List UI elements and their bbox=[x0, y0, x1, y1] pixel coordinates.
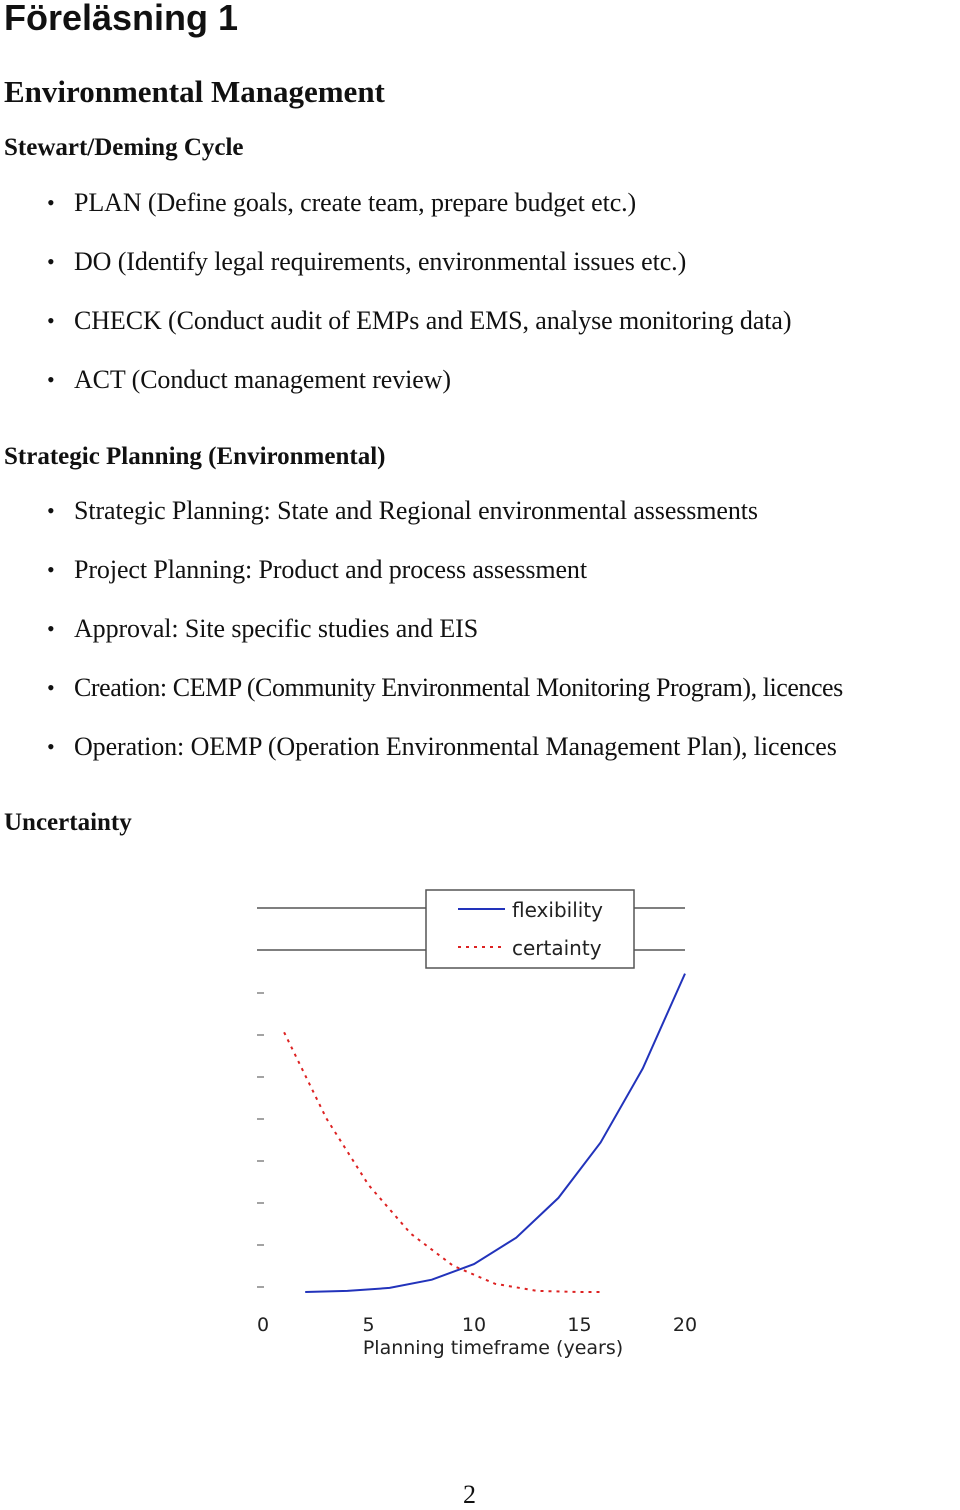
legend-label-flexibility: flexibility bbox=[512, 898, 603, 922]
uncertainty-chart bbox=[240, 880, 720, 1380]
bullet-icon: • bbox=[47, 734, 55, 759]
x-tick-label: 10 bbox=[461, 1314, 487, 1336]
chart-frame bbox=[257, 890, 685, 1287]
section-title: Environmental Management bbox=[4, 74, 385, 109]
x-tick-label: 5 bbox=[362, 1314, 375, 1336]
bullet-icon: • bbox=[47, 498, 55, 523]
bullet-icon: • bbox=[47, 616, 55, 641]
series-line-flexibility bbox=[305, 974, 685, 1292]
bullet-icon: • bbox=[47, 675, 55, 700]
x-tick-label: 20 bbox=[672, 1314, 698, 1336]
x-axis-label: Planning timeframe (years) bbox=[362, 1337, 624, 1359]
x-tick-label: 15 bbox=[567, 1314, 592, 1336]
bullet-icon: • bbox=[47, 557, 55, 582]
bullet-icon: • bbox=[47, 308, 55, 333]
chart-series bbox=[284, 974, 685, 1292]
bullet-icon: • bbox=[47, 190, 55, 215]
x-axis-ticks bbox=[257, 1314, 697, 1336]
bullet-icon: • bbox=[47, 367, 55, 392]
page-number: 2 bbox=[463, 1480, 476, 1509]
y-axis-ticks bbox=[257, 993, 264, 1287]
x-tick-label: 0 bbox=[256, 1314, 270, 1336]
strategic-heading: Strategic Planning (Environmental) bbox=[4, 443, 386, 470]
chapter-title: Föreläsning 1 bbox=[4, 0, 239, 38]
deming-heading: Stewart/Deming Cycle bbox=[4, 134, 244, 161]
legend-label-certainty: certainty bbox=[512, 936, 602, 960]
series-line-certainty bbox=[284, 1032, 600, 1292]
bullet-icon: • bbox=[47, 249, 55, 274]
uncertainty-heading: Uncertainty bbox=[4, 809, 132, 836]
